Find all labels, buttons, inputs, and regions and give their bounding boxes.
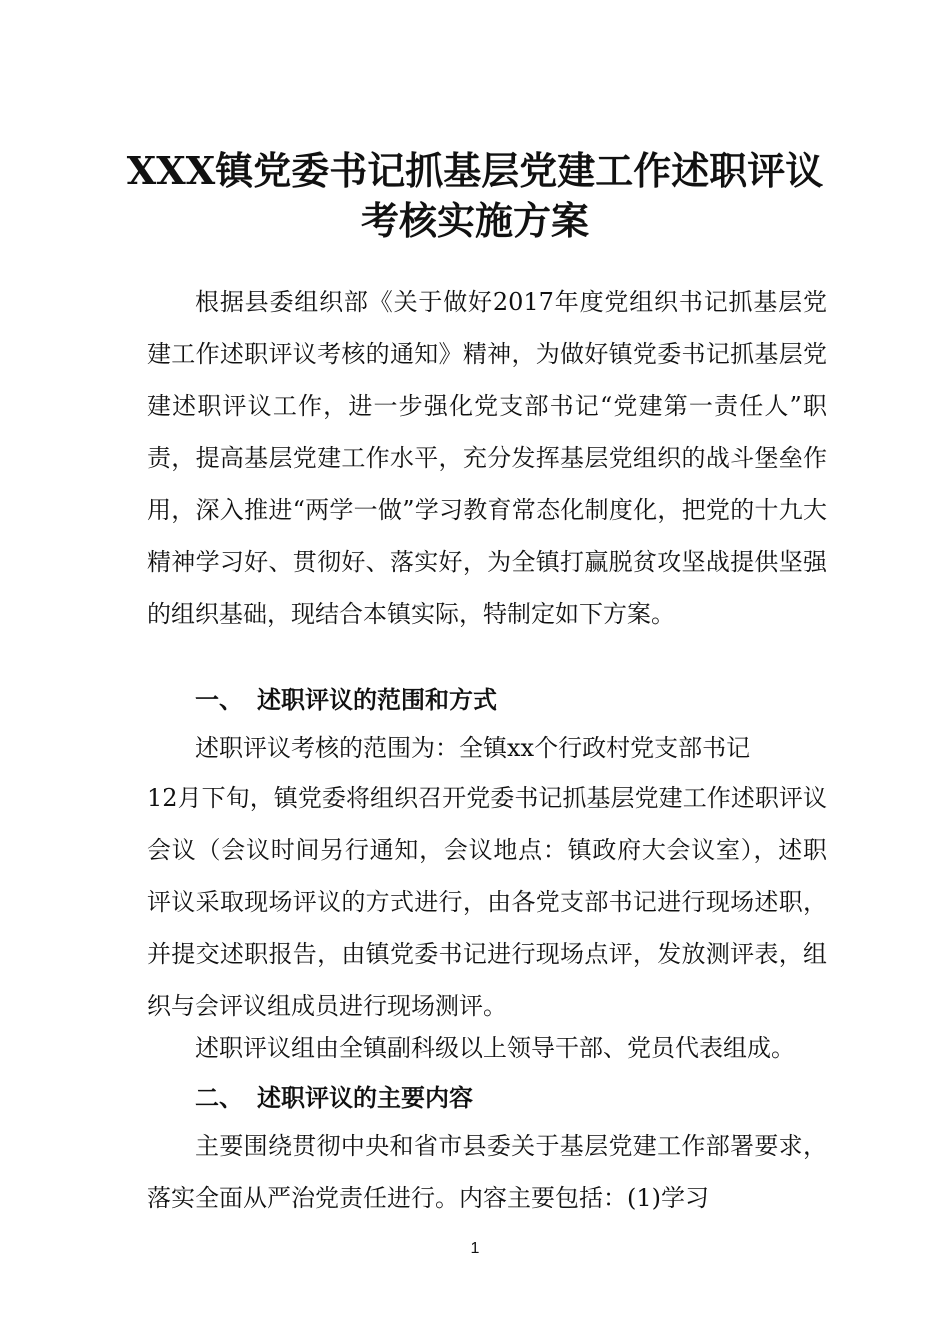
section-2-number: 二、 [195, 1084, 243, 1112]
section-1-number: 一、 [195, 686, 243, 714]
section-1-paragraph-3: 述职评议组由全镇副科级以上领导干部、党员代表组成。 [195, 1034, 795, 1062]
document-title-line-1: XXX镇党委书记抓基层党建工作述职评议 [126, 148, 824, 193]
section-1-paragraph-2: 12月下旬，镇党委将组织召开党委书记抓基层党建工作述职评议会议（会议时间另行通知，会议地点：镇政府大会议室），述职评议采取现场评议的方式进行，由各党支部书记进行现场述职，并提交述职报告，由镇党委书记进行现场点评，发放测评表，组织与会评议组成员进行现场测评。 [147, 784, 827, 1020]
page-number: 1 [470, 1240, 480, 1257]
document-title-line-2: 考核实施方案 [360, 198, 589, 243]
intro-paragraph: 根据县委组织部《关于做好2017年度党组织书记抓基层党建工作述职评议考核的通知》精神，为做好镇党委书记抓基层党建述职评议工作，进一步强化党支部书记“党建第一责任人”职责，提高基层党建工作水平，充分发挥基层党组织的战斗堡垒作用，深入推进“两学一做”学习教育常态化制度化，把党的十九大精神学习好、贯彻好、落实好，为全镇打赢脱贫攻坚战提供坚强的组织基础，现结合本镇实际，特制定如下方案。 [147, 288, 827, 628]
section-2-title: 述职评议的主要内容 [257, 1084, 473, 1112]
section-2-heading [195, 1072, 473, 1124]
section-1-title: 述职评议的范围和方式 [257, 686, 497, 714]
section-1-paragraph-1: 述职评议考核的范围为：全镇xx个行政村党支部书记 [195, 734, 751, 762]
section-2-paragraph-1: 主要围绕贯彻中央和省市县委关于基层党建工作部署要求，落实全面从严治党责任进行。内容主要包括：(1)学习 [147, 1132, 827, 1212]
section-1-heading [195, 674, 497, 726]
